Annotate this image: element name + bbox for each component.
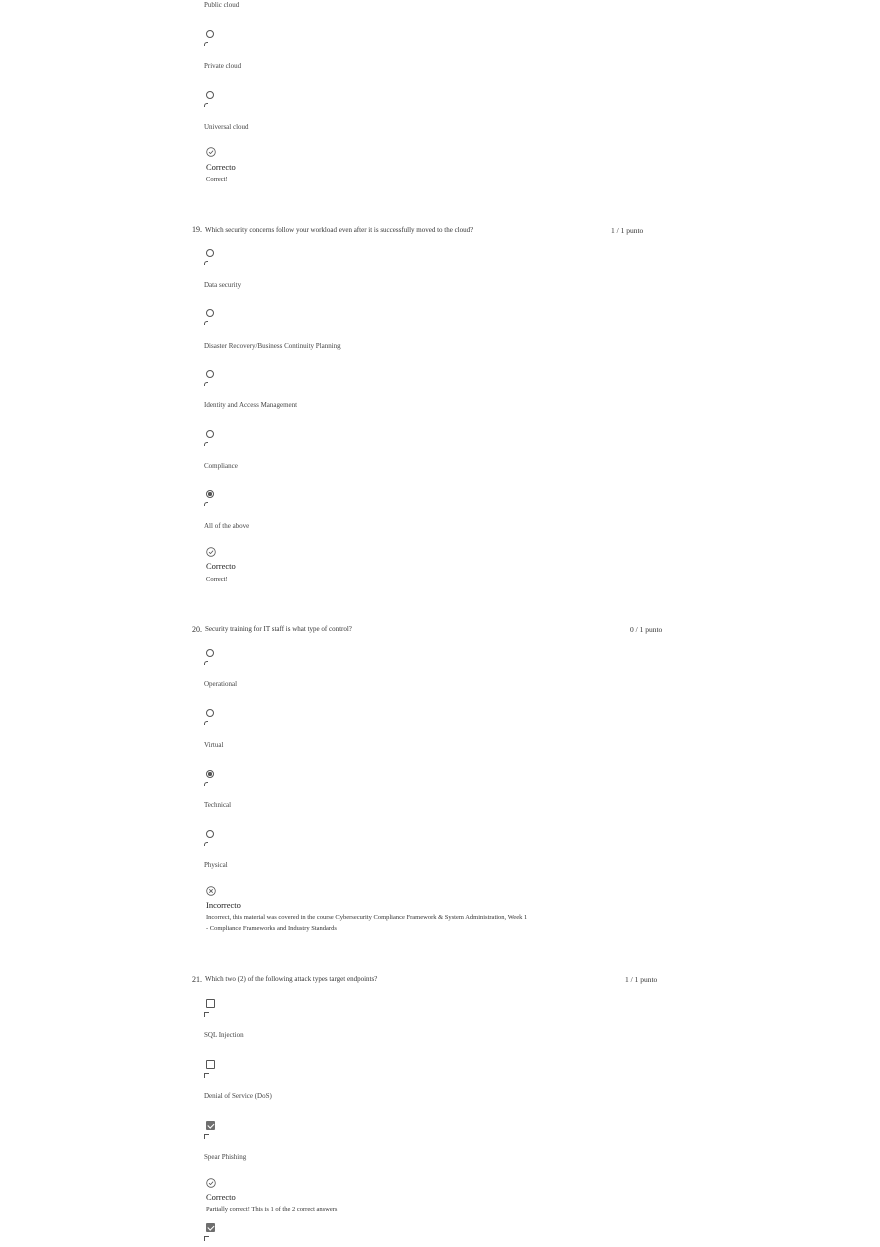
question-number: 21. bbox=[192, 975, 202, 984]
radio-private-cloud[interactable] bbox=[206, 30, 214, 38]
radio-identity-access[interactable] bbox=[206, 370, 214, 378]
radio-marker bbox=[204, 782, 208, 786]
feedback-message: Correct! bbox=[206, 576, 228, 583]
radio-operational[interactable] bbox=[206, 649, 214, 657]
question-number: 20. bbox=[192, 625, 202, 634]
feedback-message-line-2: - Compliance Frameworks and Industry Standards bbox=[206, 925, 337, 932]
checkbox-marker bbox=[204, 1012, 209, 1017]
radio-all-of-the-above[interactable] bbox=[206, 490, 214, 498]
radio-marker bbox=[204, 103, 208, 107]
feedback-message-line-1: Incorrect, this material was covered in the course Cybersecurity Compliance Framework & System Administration, Week 1 bbox=[206, 914, 528, 921]
feedback-title: Incorrecto bbox=[206, 900, 241, 910]
radio-marker bbox=[204, 502, 208, 506]
checkbox-marker bbox=[204, 1236, 209, 1241]
radio-marker bbox=[204, 442, 208, 446]
radio-marker bbox=[204, 261, 208, 265]
x-circle-icon bbox=[206, 886, 216, 896]
radio-marker bbox=[204, 42, 208, 46]
checkbox-marker bbox=[204, 1134, 209, 1139]
question-text: Which two (2) of the following attack types target endpoints? bbox=[205, 975, 378, 983]
check-circle-icon bbox=[206, 1178, 216, 1188]
radio-marker bbox=[204, 661, 208, 665]
option-label-operational: Operational bbox=[204, 680, 238, 688]
radio-physical[interactable] bbox=[206, 830, 214, 838]
radio-universal-cloud[interactable] bbox=[206, 91, 214, 99]
radio-marker bbox=[204, 842, 208, 846]
radio-disaster-recovery[interactable] bbox=[206, 309, 214, 317]
feedback-message: Partially correct! This is 1 of the 2 correct answers bbox=[206, 1206, 338, 1213]
option-label-denial-of-service: Denial of Service (DoS) bbox=[204, 1092, 272, 1100]
option-label-disaster-recovery: Disaster Recovery/Business Continuity Planning bbox=[204, 342, 341, 350]
question-text: Security training for IT staff is what type of control? bbox=[205, 625, 352, 633]
option-label-data-security: Data security bbox=[204, 281, 242, 289]
option-label-public-cloud: Public cloud bbox=[204, 1, 240, 9]
radio-technical[interactable] bbox=[206, 770, 214, 778]
checkbox-marker bbox=[204, 1073, 209, 1078]
check-circle-icon bbox=[206, 547, 216, 557]
question-score: 0 / 1 punto bbox=[630, 625, 663, 634]
option-label-physical: Physical bbox=[204, 861, 228, 869]
check-circle-icon bbox=[206, 147, 216, 157]
feedback-title: Correcto bbox=[206, 1192, 236, 1202]
question-score: 1 / 1 punto bbox=[611, 226, 644, 235]
question-score: 1 / 1 punto bbox=[625, 975, 658, 984]
option-label-spear-phishing: Spear Phishing bbox=[204, 1153, 247, 1161]
radio-virtual[interactable] bbox=[206, 709, 214, 717]
feedback-title: Correcto bbox=[206, 162, 236, 172]
option-label-identity-access: Identity and Access Management bbox=[204, 401, 298, 409]
radio-marker bbox=[204, 321, 208, 325]
checkbox-next-option[interactable] bbox=[206, 1223, 215, 1232]
radio-data-security[interactable] bbox=[206, 249, 214, 257]
radio-marker bbox=[204, 382, 208, 386]
question-number: 19. bbox=[192, 225, 202, 234]
question-text: Which security concerns follow your workload even after it is successfully moved to the cloud? bbox=[205, 226, 474, 234]
checkbox-denial-of-service[interactable] bbox=[206, 1060, 215, 1069]
option-label-sql-injection: SQL Injection bbox=[204, 1031, 244, 1039]
feedback-title: Correcto bbox=[206, 561, 236, 571]
checkbox-sql-injection[interactable] bbox=[206, 999, 215, 1008]
option-label-virtual: Virtual bbox=[204, 741, 224, 749]
checkbox-spear-phishing[interactable] bbox=[206, 1121, 215, 1130]
radio-compliance[interactable] bbox=[206, 430, 214, 438]
option-label-compliance: Compliance bbox=[204, 462, 238, 470]
option-label-all-of-the-above: All of the above bbox=[204, 522, 250, 530]
option-label-private-cloud: Private cloud bbox=[204, 62, 242, 70]
feedback-message: Correct! bbox=[206, 176, 228, 183]
option-label-universal-cloud: Universal cloud bbox=[204, 123, 249, 131]
option-label-technical: Technical bbox=[204, 801, 232, 809]
radio-marker bbox=[204, 721, 208, 725]
